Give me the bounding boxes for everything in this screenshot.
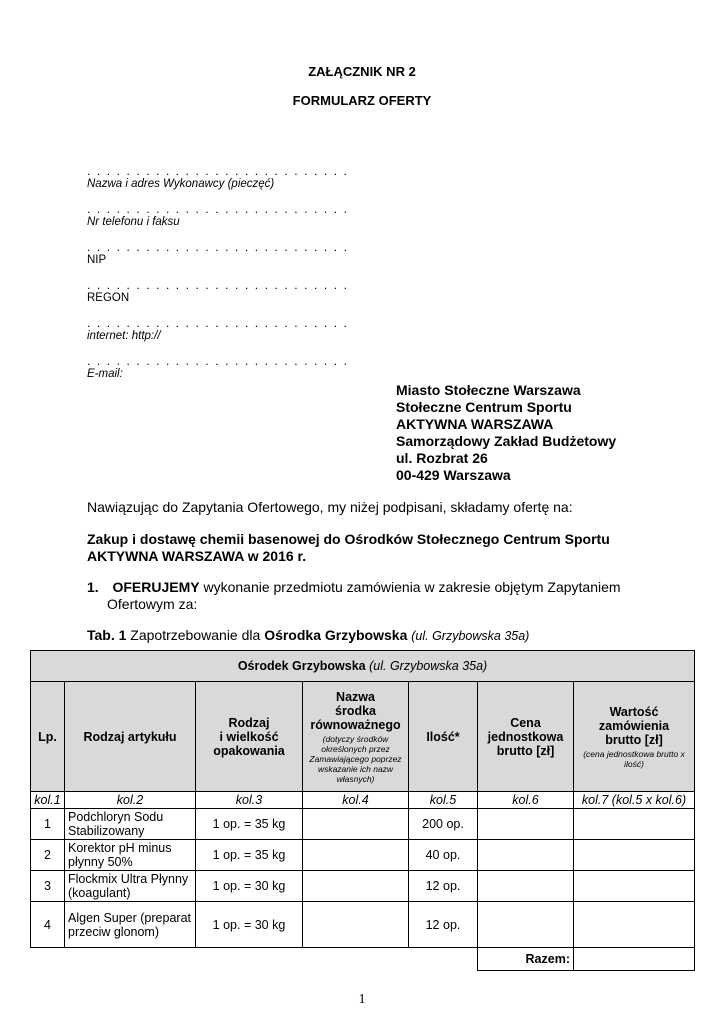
header-equivalent: Nazwa środka równoważnego (dotyczy środków określonych przez Zamawiającego poprzez wskazanie ich nazw własnych) [303,682,409,792]
sum-row [31,948,695,971]
caption-facility: Ośrodka Grzybowska [264,627,408,643]
section-number: 1. [87,579,99,595]
recipient-line: Stołeczne Centrum Sportu [396,399,572,415]
facility-header-row [31,651,695,682]
row-quantity: 200 op. [409,809,478,840]
row-packaging: 1 op. = 35 kg [196,809,303,840]
row-lp: 3 [31,871,65,902]
form-title: FORMULARZ OFERTY [292,93,432,108]
row-item: Algen Super (preparat przeciw glonom) [65,902,196,948]
row-packaging: 1 op. = 30 kg [196,871,303,902]
name-address-dots: . . . . . . . . . . . . . . . . . . . . . . . . . . . [87,164,349,178]
kol-label: kol.7 (kol.5 x kol.6) [574,792,695,809]
facility-name: Ośrodek Grzybowska [237,659,366,673]
row-unit-price-cell[interactable] [478,840,574,871]
subject-line-2: AKTYWNA WARSZAWA w 2016 r. [87,548,307,564]
caption-tab: Tab. 1 [87,627,127,643]
section-1 [87,579,621,595]
row-quantity: 40 op. [409,840,478,871]
kol-label: kol.2 [65,792,196,809]
kol-label: kol.3 [196,792,303,809]
recipient-line: ul. Rozbrat 26 [396,450,488,466]
column-header-row [31,682,695,792]
row-equivalent-cell[interactable] [303,809,409,840]
row-packaging: 1 op. = 35 kg [196,840,303,871]
phone-fax-dots: . . . . . . . . . . . . . . . . . . . . . . . . . . . [87,202,349,216]
recipient-line: 00-429 Warszawa [396,467,511,483]
row-lp: 4 [31,902,65,948]
section-lead: OFERUJEMY [112,579,200,595]
sum-label: Razem: [478,948,574,971]
nip-label: NIP [87,254,107,266]
nip-dots: . . . . . . . . . . . . . . . . . . . . . . . . . . . [87,240,349,254]
header-lp: Lp. [31,682,65,792]
internet-label: internet: http:// [87,330,161,342]
email-dots: . . . . . . . . . . . . . . . . . . . . . . . . . . . [87,354,349,368]
annex-title: ZAŁĄCZNIK NR 2 [308,64,416,79]
row-value-cell[interactable] [574,840,695,871]
facility-address: (ul. Grzybowska 35a) [365,659,488,673]
value-note: (cena jednostkowa brutto x ilość) [583,748,685,769]
row-quantity: 12 op. [409,902,478,948]
row-lp: 1 [31,809,65,840]
header-packaging: Rodzaj i wielkość opakowania [196,682,303,792]
page-number: 1 [358,992,366,1007]
recipient-block [396,382,616,484]
kol-label: kol.4 [303,792,409,809]
regon-label: REGON [87,292,130,304]
recipient-line: Miasto Stołeczne Warszawa [396,382,581,398]
table-caption [87,627,529,643]
kol-label: kol.5 [409,792,478,809]
kol-label: kol.6 [478,792,574,809]
header-quantity: Ilość* [409,682,478,792]
row-unit-price-cell[interactable] [478,871,574,902]
row-unit-price-cell[interactable] [478,809,574,840]
kol-label: kol.1 [31,792,65,809]
caption-address: (ul. Grzybowska 35a) [411,629,530,643]
header-unit-price: Cena jednostkowa brutto [zł] [478,682,574,792]
row-value-cell[interactable] [574,809,695,840]
subject-line-1: Zakup i dostawę chemii basenowej do Ośrodków Stołecznego Centrum Sportu [87,531,610,547]
phone-fax-label: Nr telefonu i faksu [87,216,180,228]
row-item: Podchloryn Sodu Stabilizowany [65,809,196,840]
recipient-line: Samorządowy Zakład Budżetowy [396,433,617,449]
email-label: E-mail: [87,368,123,380]
header-order-value: Wartość zamówienia brutto [zł] (cena jednostkowa brutto x ilość) [574,682,695,792]
column-numbers-row [31,792,695,809]
sum-value-cell[interactable] [574,948,695,971]
row-value-cell[interactable] [574,902,695,948]
row-lp: 2 [31,840,65,871]
name-address-label: Nazwa i adres Wykonawcy (pieczęć) [87,178,275,190]
section-text-2: Ofertowym za: [107,596,198,612]
recipient-line: AKTYWNA WARSZAWA [396,416,554,432]
table-row [31,871,695,902]
row-quantity: 12 op. [409,871,478,902]
row-item: Flockmix Ultra Płynny (koagulant) [65,871,196,902]
internet-dots: . . . . . . . . . . . . . . . . . . . . . . . . . . . [87,316,349,330]
table-row [31,902,695,948]
row-equivalent-cell[interactable] [303,840,409,871]
row-equivalent-cell[interactable] [303,871,409,902]
section-text-1: wykonanie przedmiotu zamówienia w zakresie objętym Zapytaniem [199,579,621,595]
caption-text: Zapotrzebowanie dla [126,627,265,643]
row-value-cell[interactable] [574,871,695,902]
table-row [31,840,695,871]
row-item: Korektor pH minus płynny 50% [65,840,196,871]
row-unit-price-cell[interactable] [478,902,574,948]
regon-dots: . . . . . . . . . . . . . . . . . . . . . . . . . . . [87,278,349,292]
row-equivalent-cell[interactable] [303,902,409,948]
intro-paragraph: Nawiązując do Zapytania Ofertowego, my niżej podpisani, składamy ofertę na: [87,499,573,515]
table-row [31,809,695,840]
facility-header [31,651,695,682]
offer-table [30,650,695,971]
equivalent-note: (dotyczy środków określonych przez Zamawiającego poprzez wskazanie ich nazw własnych) [309,733,402,784]
row-packaging: 1 op. = 30 kg [196,902,303,948]
header-item: Rodzaj artykułu [65,682,196,792]
